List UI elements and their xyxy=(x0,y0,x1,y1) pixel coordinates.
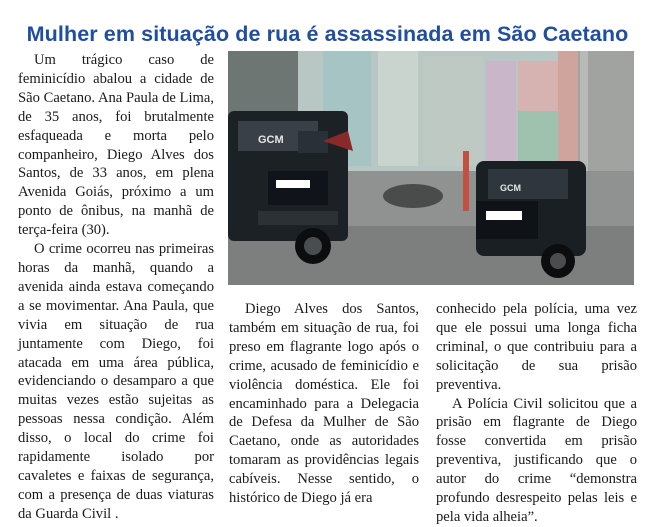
article-headline: Mulher em situação de rua é assassinada em São Caetano xyxy=(26,22,629,47)
news-photo xyxy=(228,51,634,285)
crime-scene-photo xyxy=(228,51,634,285)
paragraph: Diego Alves dos Santos, também em situação de rua, foi preso em flagrante logo após o crime, acusado de feminicídio e violência doméstica. Ele foi encaminhado para a Delegacia de Defesa da Mulher de São Caetano, onde as autoridades tomaram as providências legais cabíveis. Nesse sentido, o histórico de Diego já era xyxy=(229,301,419,507)
article-column-2 xyxy=(229,300,419,508)
article-column-3 xyxy=(436,300,637,527)
vehicle-marking-right: GCM xyxy=(500,183,521,193)
paragraph: Um trágico caso de feminicídio abalou a cidade de São Caetano. Ana Paula de Lima, de 35 anos, foi brutalmente esfaqueada e morta pelo companheiro, Diego Alves dos Santos, de 33 anos, em plena Avenida Goiás, próximo a um ponto de ônibus, na manhã de terça-feira (30). xyxy=(18,52,214,239)
paragraph: A Polícia Civil solicitou que a prisão em flagrante de Diego fosse convertida em prisão preventiva, justificando que o autor do crime “demonstra profundo desrespeito pelas leis e pela vida alheia”. xyxy=(436,395,637,525)
paragraph: O crime ocorreu nas primeiras horas da manhã, quando a avenida ainda estava começando a se movimentar. Ana Paula, que vivia em situação de rua juntamente com Diego, foi atacada em uma área pública, evidenciando o desamparo a que muitas vezes estão sujeitas as pessoas nessa condição. Além disso, o local do crime foi rapidamente isolado por cavaletes e faixas de segurança, com a presença de duas viaturas da Guarda Civil . xyxy=(18,241,214,522)
paragraph: conhecido pela polícia, uma vez que ele possui uma longa ficha criminal, o que contribuiu para a solicitação de sua prisão preventiva. xyxy=(436,301,637,393)
article-column-1 xyxy=(18,51,214,524)
vehicle-marking-left: GCM xyxy=(258,134,284,146)
